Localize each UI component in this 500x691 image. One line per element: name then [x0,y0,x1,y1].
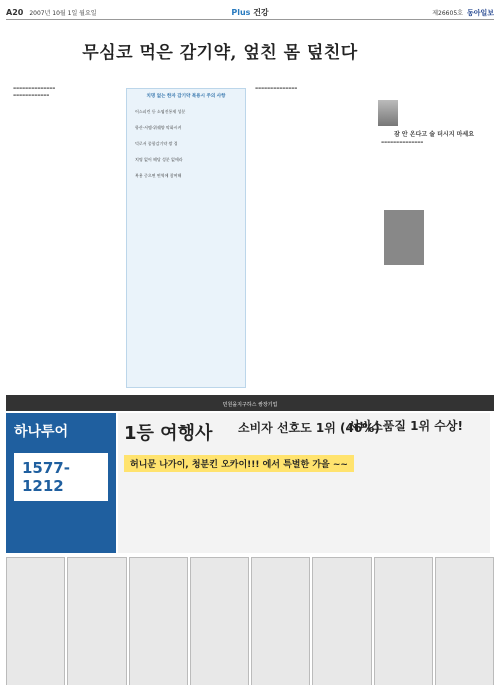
info-item: 치명 없어 해당 성분 없애라 [135,157,183,162]
page-number: A20 [6,8,24,17]
ad-cell [435,557,494,685]
section-prefix: Plus [231,8,251,17]
section-name: 건강 [253,8,269,17]
ad-brand-box [6,413,116,553]
ad-service: 서비스품질 1위 수상! [348,419,463,433]
article-column-2: ▬▬▬▬▬▬▬▬▬▬▬▬▬▬ [255,86,298,90]
issue-number: 제26605호 [432,10,463,17]
ad-cell [190,557,249,685]
info-item: 덕로서 종합감기약 쌍 경 [135,141,178,146]
ad-cell [129,557,188,685]
ad-cell [374,557,433,685]
ad-phone: 1577-1212 [14,453,108,501]
info-box [126,88,246,388]
ad-cell [251,557,310,685]
date: 2007년 10월 1일 월요일 [29,10,97,17]
ad-rank-pct: 소비자 선호도 1위 (46%) [238,421,380,435]
ad-grid [6,557,494,685]
article-column-1: ▬▬▬▬▬▬▬▬▬▬▬▬▬▬ ▬▬▬▬▬▬▬▬▬▬▬▬ [13,86,56,97]
ad-main [118,413,490,553]
info-box-title: 치명 없는 한자 감기약 복용시 주의 사항 [146,94,226,99]
sidebar-column: ▬▬▬▬▬▬▬▬▬▬▬▬▬▬ [381,140,424,144]
columnist-photo [378,100,398,126]
ad-brand: 하나투어 [14,424,69,440]
ad-cell [312,557,371,685]
ad-banner: 민원을지구하스 쌍장기업 [6,397,494,411]
advertisement [6,395,494,685]
ad-rank: 1등 여행사 [124,423,213,444]
ad-promo: 허니문 나가이, 청분킨 오카이!!! 에서 특별한 가을 ~~ [124,455,354,472]
info-item: 어스피린 등 소염진통제 성분 [135,109,186,114]
info-item: 항산·서엠·위궤양 악화시켜 [135,125,182,130]
section-title [231,7,268,18]
ad-cell [6,557,65,685]
ad-cell [67,557,126,685]
paper-logo: 동아일보 [466,8,494,17]
info-item: 복용 중으면 면역에 참여해 [135,173,182,178]
article-headline: 무심코 먹은 감기약, 엎친 몸 덮친다 [82,43,358,63]
sidebar-photo [384,210,424,265]
info-list [127,103,245,195]
page-header [6,6,494,20]
masthead [432,8,494,18]
sidebar-title: 잠 안 온다고 술 더시지 마세요 [394,131,474,138]
